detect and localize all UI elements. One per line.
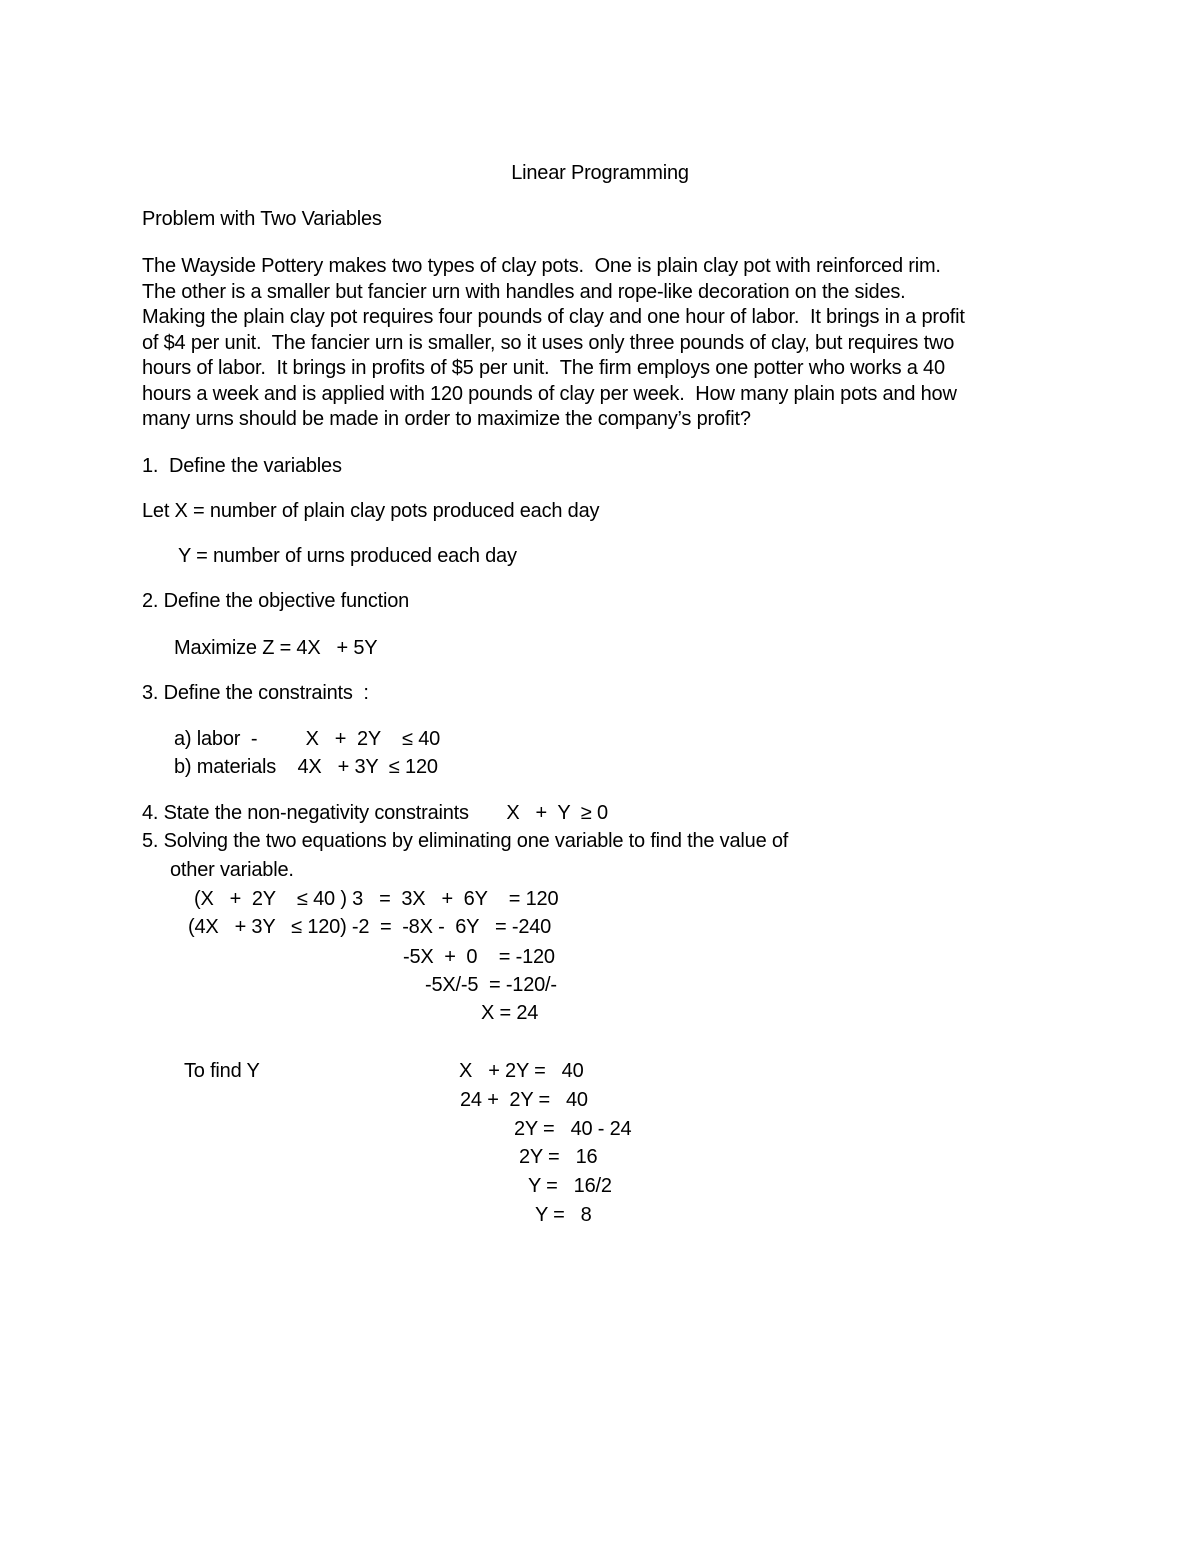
section-subtitle: Problem with Two Variables xyxy=(142,208,382,230)
step2-heading: 2. Define the objective function xyxy=(142,590,410,612)
equation-line: -5X/-5 = -120/- xyxy=(425,974,557,996)
problem-line: The other is a smaller but fancier urn with handles and rope-like decoration on the sides. xyxy=(142,281,906,303)
equation-result-y: Y = 8 xyxy=(535,1204,592,1226)
variable-y-definition: Y = number of urns produced each day xyxy=(178,545,517,567)
equation-line: 2Y = 40 - 24 xyxy=(514,1118,632,1140)
step5-heading-continued: other variable. xyxy=(170,859,294,881)
step4-non-negativity: 4. State the non-negativity constraints X + Y ≥ 0 xyxy=(142,802,608,824)
variable-x-definition: Let X = number of plain clay pots produced each day xyxy=(142,500,600,522)
labor-constraint: a) labor - X + 2Y ≤ 40 xyxy=(174,728,441,750)
step3-heading: 3. Define the constraints : xyxy=(142,682,369,704)
problem-line: of $4 per unit. The fancier urn is smaller, so it uses only three pounds of clay, but requires two xyxy=(142,332,955,354)
problem-line: hours of labor. It brings in profits of $5 per unit. The firm employs one potter who works a 40 xyxy=(142,357,945,379)
problem-line: Making the plain clay pot requires four pounds of clay and one hour of labor. It brings in a profit xyxy=(142,306,965,328)
problem-line: many urns should be made in order to maximize the company’s profit? xyxy=(142,408,751,430)
materials-constraint: b) materials 4X + 3Y ≤ 120 xyxy=(174,756,438,778)
equation-result-x: X = 24 xyxy=(481,1002,539,1024)
equation-line: 2Y = 16 xyxy=(519,1146,598,1168)
page-title: Linear Programming xyxy=(511,162,689,184)
problem-line: The Wayside Pottery makes two types of clay pots. One is plain clay pot with reinforced rim. xyxy=(142,255,941,277)
step1-heading: 1. Define the variables xyxy=(142,455,342,477)
problem-line: hours a week and is applied with 120 pounds of clay per week. How many plain pots and how xyxy=(142,383,957,405)
equation-line: X + 2Y = 40 xyxy=(459,1060,584,1082)
objective-function: Maximize Z = 4X + 5Y xyxy=(174,637,378,659)
equation-line: (4X + 3Y ≤ 120) -2 = -8X - 6Y = -240 xyxy=(188,916,552,938)
equation-line: 24 + 2Y = 40 xyxy=(460,1089,588,1111)
equation-line: -5X + 0 = -120 xyxy=(403,946,555,968)
step5-heading: 5. Solving the two equations by eliminating one variable to find the value of xyxy=(142,830,789,852)
equation-line: Y = 16/2 xyxy=(528,1175,612,1197)
find-y-label: To find Y xyxy=(184,1060,260,1082)
equation-line: (X + 2Y ≤ 40 ) 3 = 3X + 6Y = 120 xyxy=(194,888,559,910)
